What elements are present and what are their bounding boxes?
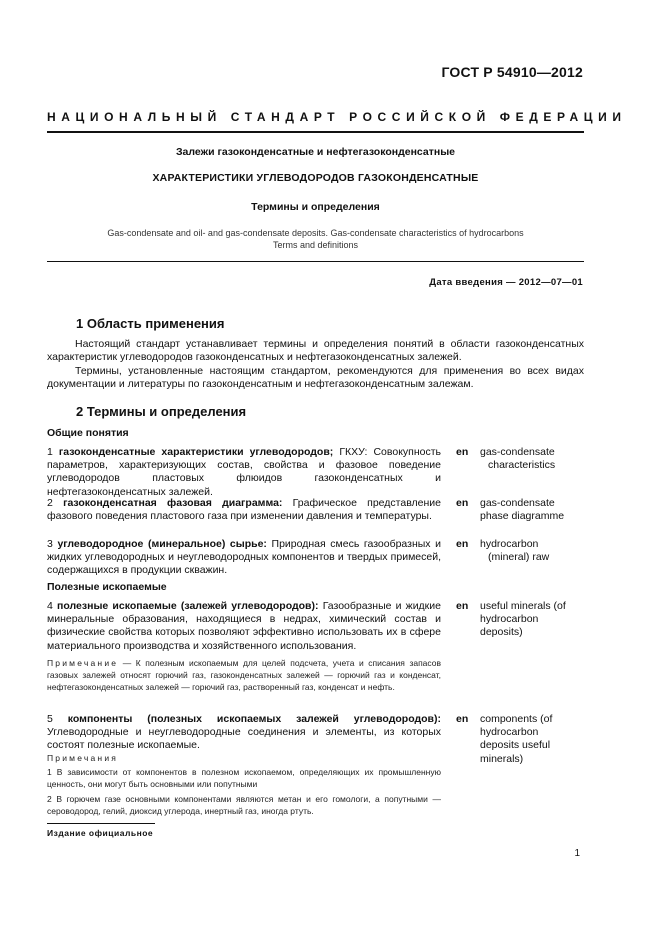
note-label: Примечание [47,658,119,668]
subhead-general-concepts: Общие понятия [47,427,129,439]
title-en-line2: Terms and definitions [272,240,359,250]
language-code: en [456,446,469,458]
term-number: 3 [47,538,53,550]
english-equivalent [480,497,590,523]
term-definition: Углеводородные и неуглеводородные соединения и элементы, из которых состоят полезные ископаемые. [47,726,441,752]
term-name: газоконденсатная фазовая диаграмма: [63,497,283,509]
term-number: 4 [47,600,53,612]
term-definition: ГКХУ: Совокупность параметров, характеризующих состав, свойства и фазовое поведение углеводородов пластовых флюидов газоконденсатных и нефтегазоконденсатных залежей. [47,446,442,498]
title-ru-line3: Термины и определения [251,201,380,213]
english-line: deposits useful [480,739,551,752]
english-line: phase diagramme [480,510,565,523]
page-number: 1 [574,848,580,859]
english-equivalent [480,538,590,564]
english-equivalent [480,600,590,640]
term-name: газоконденсатные характеристики углеводородов; [58,446,334,458]
term-name: полезные ископаемые (залежей углеводородов): [57,600,319,612]
term-entry [47,497,441,523]
term4-note [47,657,441,694]
term-definition: Графическое представление фазового поведения пластового газа при изменении давления и температуры. [47,497,441,523]
term-number: 2 [47,497,53,509]
subhead-useful-minerals: Полезные ископаемые [47,581,167,593]
document-number: ГОСТ Р 54910—2012 [441,64,583,80]
english-line: hydrocarbon [480,613,539,626]
term-definition: Газообразные и жидкие минеральные образования, находящиеся в недрах, химический состав и физические свойства которых позволяют эффективно использовать их в сфере материального производства и хозяйственного использования. [47,600,441,652]
term-name: углеводородное (минеральное) сырье: [57,538,267,550]
language-code: en [456,600,469,612]
section2-title: 2 Термины и определения [76,404,247,419]
language-code: en [456,713,469,725]
english-line: hydrocarbon [480,726,539,739]
official-edition-label: Издание официальное [47,828,154,838]
term-number: 5 [47,713,53,725]
language-code: en [456,497,469,509]
english-line: components (of [480,713,553,725]
header-divider [47,131,584,133]
english-line: characteristics [488,459,556,472]
section1-title: 1 Область применения [76,316,225,331]
national-standard-heading: НАЦИОНАЛЬНЫЙ СТАНДАРТ РОССИЙСКОЙ ФЕДЕРАЦИИ [47,110,627,124]
term-name: компоненты (полезных ископаемых залежей углеводородов): [67,713,441,725]
english-equivalent [480,713,590,766]
footer-divider [47,823,155,824]
title-en-line1: Gas-condensate and oil- and gas-condensate deposits. Gas-condensate characteristics of hydrocarbons [107,228,524,238]
english-equivalent [480,446,590,472]
term-entry [47,713,441,753]
english-line: minerals) [480,752,524,765]
title-divider [47,261,584,262]
term-definition: Природная смесь газообразных и жидких углеводородных и неуглеводородных компонентов и твердых примесей, содержащихся в продукции скважин. [47,538,442,577]
english-line: useful minerals (of [480,600,566,612]
language-code: en [456,538,469,550]
english-line: gas-condensate [480,497,555,509]
term5-notes-label: Примечания [47,753,119,763]
english-line: hydrocarbon [480,538,539,550]
english-line: deposits) [480,626,523,639]
term-entry [47,446,441,499]
section1-paragraph2: Термины, установленные настоящим стандартом, рекомендуются для применения во всех видах документации и литературы по газоконденсатным и нефтегазоконденсатным залежам. [47,365,584,391]
section1-paragraph1: Настоящий стандарт устанавливает термины и определения понятий в области газоконденсатных характеристик углеводородов газоконденсатных и нефтегазоконденсатных залежей. [47,338,584,364]
title-ru-line1: Залежи газоконденсатные и нефтегазоконденсатные [175,146,456,158]
term-entry [47,600,441,653]
term-number: 1 [47,446,53,458]
english-line: (mineral) raw [488,551,550,564]
english-line: gas-condensate [480,446,555,458]
term-entry [47,538,441,578]
note-text: — К полезным ископаемым для целей подсчета, учета и списания запасов газовых залежей относят горючий газ, газоконденсатных залежей — горючий газ и конденсат, нефтегазоконденсатных залежей — горючий газ, растворенный газ, конденсат и нефть. [47,658,441,693]
term5-note1: 1 В зависимости от компонентов в полезном ископаемом, определяющих их промышленную ценность, они могут быть основными или попутными [47,767,441,790]
term5-note2: 2 В горючем газе основными компонентами являются метан и его гомологи, а попутными — сероводород, гелий, диоксид углерода, инертный газ, иногда ртуть. [47,794,441,817]
title-ru-line2: ХАРАКТЕРИСТИКИ УГЛЕВОДОРОДОВ ГАЗОКОНДЕНСАТНЫЕ [152,172,479,184]
introduction-date: Дата введения — 2012—07—01 [429,277,583,288]
